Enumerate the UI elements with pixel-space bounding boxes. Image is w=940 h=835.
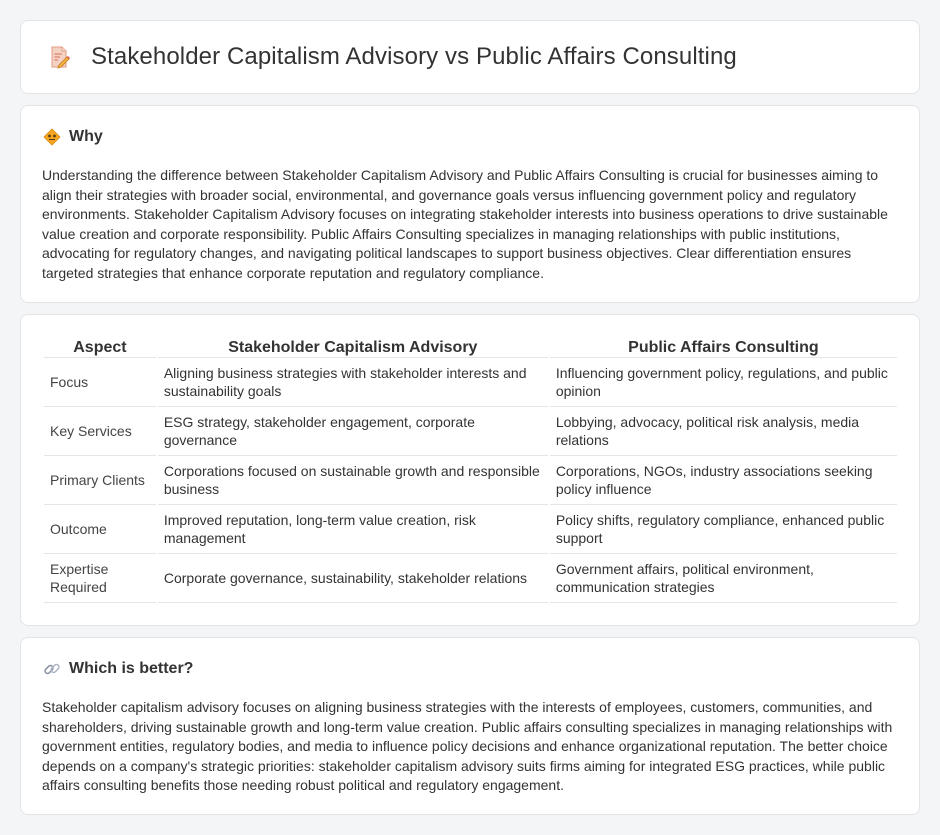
why-text: Understanding the difference between Stakeholder Capitalism Advisory and Public Affairs Consulting is crucial for businesses aiming to align their strategies with broader social, environmental, and governance goals versus influencing government policy and regulatory environments. Stakeholder Capitalism Advisory focuses on integrating stakeholder interests into business operations to drive sustainable value creation and corporate responsibility. Public Affairs Consulting specializes in managing relationships with public institutions, advocating for regulatory changes, and navigating political landscapes to support business objectives. Clear differentiation ensures targeted strategies that enhance corporate reputation and regulatory compliance. bbox=[42, 167, 888, 281]
column-header-stakeholder: Stakeholder Capitalism Advisory bbox=[158, 335, 548, 358]
public-affairs-cell: Corporations, NGOs, industry associations seeking policy influence bbox=[550, 456, 897, 505]
aspect-cell: Expertise Required bbox=[44, 554, 156, 603]
title-card bbox=[20, 20, 920, 94]
public-affairs-cell: Lobbying, advocacy, political risk analysis, media relations bbox=[550, 407, 897, 456]
column-header-public-affairs: Public Affairs Consulting bbox=[550, 335, 897, 358]
better-heading: Which is better? bbox=[69, 660, 194, 677]
aspect-cell: Key Services bbox=[44, 407, 156, 456]
table-row bbox=[44, 358, 897, 407]
warning-diamond-icon bbox=[43, 128, 61, 146]
why-section bbox=[20, 105, 920, 303]
page-title: Stakeholder Capitalism Advisory vs Public Affairs Consulting bbox=[91, 43, 737, 70]
aspect-cell: Focus bbox=[44, 358, 156, 407]
stakeholder-cell: Corporations focused on sustainable growth and responsible business bbox=[158, 456, 548, 505]
better-heading-row bbox=[43, 660, 193, 678]
aspect-cell: Outcome bbox=[44, 505, 156, 554]
public-affairs-cell: Policy shifts, regulatory compliance, enhanced public support bbox=[550, 505, 897, 554]
which-is-better-section bbox=[20, 637, 920, 815]
stakeholder-cell: ESG strategy, stakeholder engagement, corporate governance bbox=[158, 407, 548, 456]
better-text: Stakeholder capitalism advisory focuses on aligning business strategies with the interests of employees, customers, communities, and shareholders, driving sustainable growth and long-term value creation. Public affairs consulting specializes in managing relationships with government entities, regulatory bodies, and media to influence policy decisions and enhance organizational reputation. The better choice depends on a company's strategic priorities: stakeholder capitalism advisory suits firms aiming for integrated ESG practices, while public affairs consulting benefits those needing robust political and regulatory engagement. bbox=[42, 699, 893, 793]
stakeholder-cell: Improved reputation, long-term value creation, risk management bbox=[158, 505, 548, 554]
stakeholder-cell: Aligning business strategies with stakeholder interests and sustainability goals bbox=[158, 358, 548, 407]
table-row bbox=[44, 554, 897, 603]
table-row bbox=[44, 505, 897, 554]
stakeholder-cell: Corporate governance, sustainability, stakeholder relations bbox=[158, 554, 548, 603]
comparison-section bbox=[20, 314, 920, 626]
aspect-cell: Primary Clients bbox=[44, 456, 156, 505]
document-edit-icon bbox=[47, 45, 71, 69]
why-heading-row bbox=[43, 128, 103, 146]
table-row bbox=[44, 407, 897, 456]
why-heading: Why bbox=[69, 128, 103, 145]
link-icon bbox=[43, 660, 61, 678]
table-header-row bbox=[44, 335, 897, 358]
public-affairs-cell: Government affairs, political environment, communication strategies bbox=[550, 554, 897, 603]
comparison-table bbox=[42, 335, 899, 603]
public-affairs-cell: Influencing government policy, regulations, and public opinion bbox=[550, 358, 897, 407]
table-row bbox=[44, 456, 897, 505]
column-header-aspect: Aspect bbox=[44, 335, 156, 358]
